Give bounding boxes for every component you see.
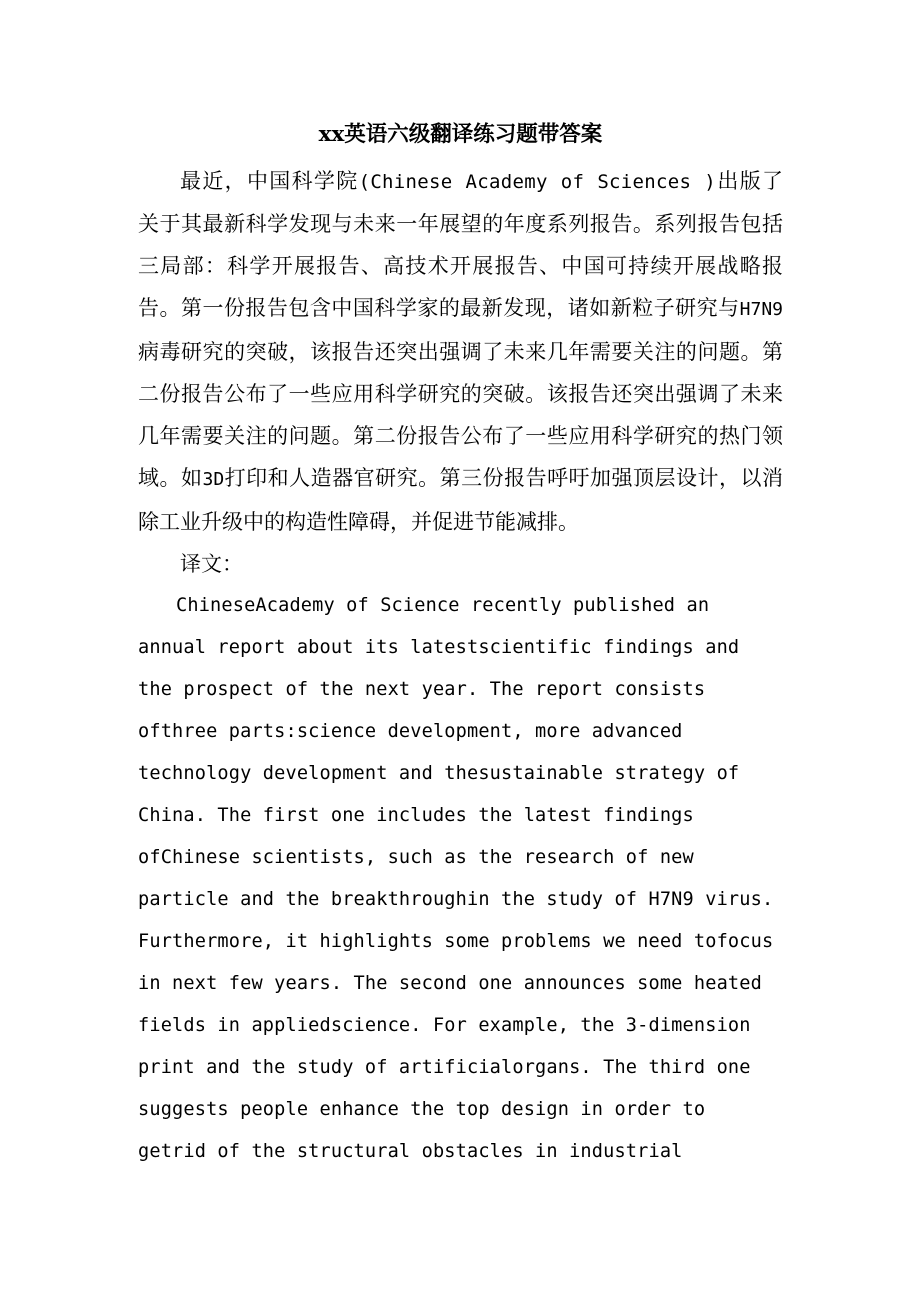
chinese-source-paragraph (138, 160, 783, 543)
chinese-segment-1: 最近，中国科学院 (180, 169, 359, 193)
chinese-segment-2: 出版了关于其最新科学发现与未来一年展望的年度系列报告。系列报告包括三局部：科学开展报告、高技术开展报告、中国可持续开展战略报告。第一份报告包含中国科学家的最新发现，诸如新粒子研究与 (138, 169, 784, 320)
chinese-segment-3: 病毒研究的突破，该报告还突出强调了未来几年需要关注的问题。第二份报告公布了一些应用科学研究的突破。该报告还突出强调了未来几年需要关注的问题。第二份报告公布了一些应用科学研究的热门领域。如 (138, 340, 783, 490)
document-body (138, 120, 783, 1173)
latin-inline-3d: 3D (202, 469, 225, 490)
latin-inline-academy: (Chinese Academy of Sciences ) (358, 171, 717, 193)
translation-label: 译文： (180, 552, 243, 576)
page-title: xx英语六级翻译练习题带答案 (318, 122, 603, 147)
chinese-segment-4: 打印和人造器官研究。第三份报告呼吁加强顶层设计，以消除工业升级中的构造性障碍，并促进节能减排。 (138, 466, 784, 534)
english-translation-paragraph: ChineseAcademy of Science recently published an annual report about its latestscientific findings and the prospect of the next year. The report consists ofthree parts:science development, more advanced technology development and thesustainable strategy of China. The first one includes the latest findings ofChinese scientists, such as the research of new particle and the breakthroughin the study of H7N9 virus. Furthermore, it highlights some problems we need tofocus in next few years. The second one announces some heated fields in appliedscience. For example, the 3-dimension print and the study of artificialorgans. The third one suggests people enhance the top design in order to getrid of the structural obstacles in industrial (138, 595, 774, 1162)
latin-inline-h7n9: H7N9 (739, 299, 783, 320)
